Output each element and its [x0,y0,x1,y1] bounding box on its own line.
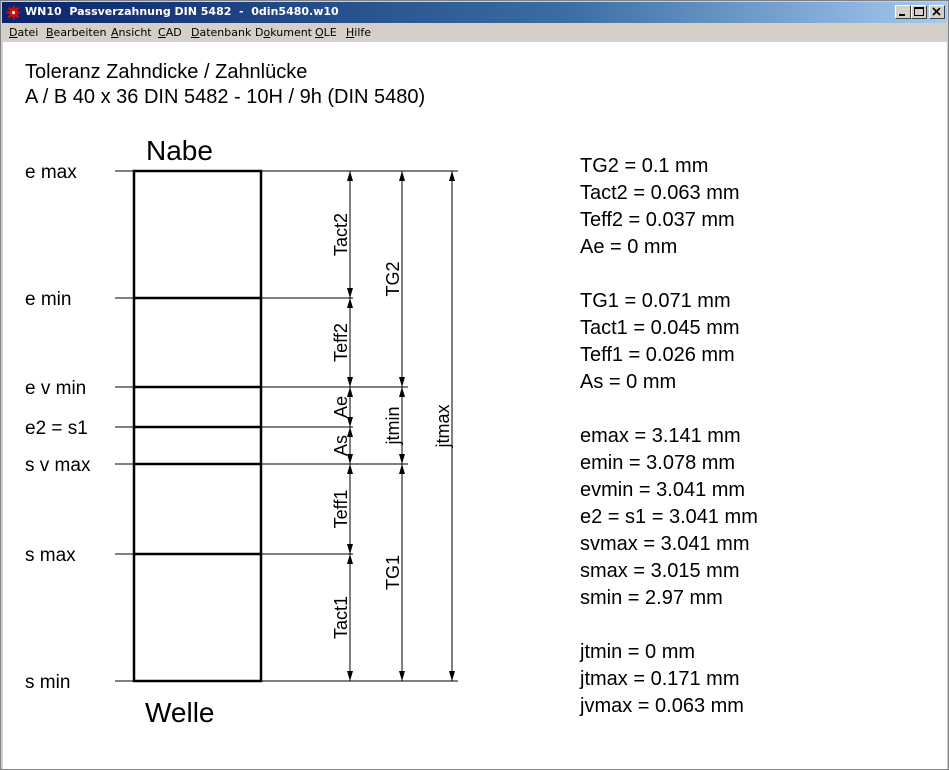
arrow-head [347,377,353,387]
dimension-label: Tact1 [331,595,351,640]
level-label: s v max [25,455,91,476]
arrow-head [347,671,353,681]
dimension-label: As [331,434,351,457]
result-line: smin = 2.97 mm [580,587,723,609]
close-icon [930,6,944,18]
arrow-head [399,671,405,681]
arrow-head [347,298,353,308]
dimension-label: Ae [331,395,351,419]
dimension-label: TG1 [383,554,403,591]
arrow-head [347,387,353,397]
result-line: emax = 3.141 mm [580,425,741,447]
menu-mnemonic: B [46,26,54,39]
menu-mnemonic: H [346,26,355,39]
result-line: As = 0 mm [580,371,677,393]
result-line: Tact1 = 0.045 mm [580,317,740,339]
arrow-head [347,288,353,298]
arrow-head [347,544,353,554]
arrow-head [347,464,353,474]
results-list [579,155,758,717]
arrow-head [449,171,455,181]
app-icon[interactable] [6,5,21,20]
result-line: smax = 3.015 mm [580,560,740,582]
heading-line-2: A / B 40 x 36 DIN 5482 - 10H / 9h (DIN 5480) [25,86,426,108]
dimension-label: Teff2 [331,323,351,362]
level-label: e2 = s1 [25,418,88,439]
menu-hilfe[interactable]: Hilfe [346,26,372,39]
menu-mnemonic: D [9,26,18,39]
result-line: emin = 3.078 mm [580,452,736,474]
dimension-label: jtmin [383,406,403,445]
menu-mnemonic: A [111,26,119,39]
menu-dokument[interactable]: Dokument [255,26,312,39]
menu-mnemonic: o [263,26,271,39]
result-line: svmax = 3.041 mm [580,533,750,555]
document-view [3,42,947,769]
menu-cad[interactable]: CAD [158,26,182,39]
menu-datei[interactable]: Datei [9,26,39,39]
menu-datenbank[interactable]: Datenbank [191,26,252,39]
dimension-label: Teff1 [331,489,351,529]
level-label: s min [25,672,71,693]
tolerance-diagram-canvas [3,42,947,769]
level-label: s max [25,545,76,566]
result-line: TG2 = 0.1 mm [580,155,709,177]
menu-bearbeiten[interactable]: Bearbeiten [46,26,107,39]
level-label: e v min [25,378,87,399]
menu-ansicht[interactable]: Ansicht [111,26,152,39]
menu-mnemonic: O [315,26,324,39]
arrow-head [399,377,405,387]
result-line: Teff2 = 0.037 mm [580,209,735,231]
heading-line-1: Toleranz Zahndicke / Zahnlücke [25,61,308,83]
menu-mnemonic: C [158,26,166,39]
result-line: Ae = 0 mm [580,236,678,258]
arrow-head [347,171,353,181]
result-line: Teff1 = 0.026 mm [580,344,735,366]
welle-label: Welle [145,697,215,728]
title-app: WN10 [25,5,62,18]
result-line: e2 = s1 = 3.041 mm [580,506,758,528]
minimize-icon [896,6,910,18]
dimension-label: TG2 [383,261,403,297]
arrow-head [347,554,353,564]
dimension-label: jtmax [433,404,453,448]
window-title [25,5,339,18]
title-bar[interactable] [2,2,947,23]
result-line: evmin = 3.041 mm [580,479,746,501]
menu-bar [2,23,947,42]
arrow-head [399,454,405,464]
maximize-icon [912,6,926,18]
arrow-head [399,171,405,181]
maximize-button[interactable] [911,5,927,19]
close-button[interactable] [929,5,945,19]
minimize-button[interactable] [895,5,911,19]
arrow-head [399,464,405,474]
dimension-label: Tact2 [331,212,351,257]
menu-mnemonic: D [191,26,200,39]
result-line: jtmin = 0 mm [580,641,696,663]
result-line: jvmax = 0.063 mm [580,695,744,717]
menu-ole[interactable]: OLE [315,26,337,39]
result-line: jtmax = 0.171 mm [580,668,740,690]
result-line: TG1 = 0.071 mm [580,290,731,312]
result-line: Tact2 = 0.063 mm [580,182,740,204]
level-label: e min [25,289,72,310]
title-document: Passverzahnung DIN 5482 - 0din5480.w10 [69,5,339,18]
arrow-head [399,387,405,397]
nabe-label: Nabe [146,135,213,166]
level-label: e max [25,162,77,183]
tolerance-diagram [25,162,458,693]
arrow-head [449,671,455,681]
